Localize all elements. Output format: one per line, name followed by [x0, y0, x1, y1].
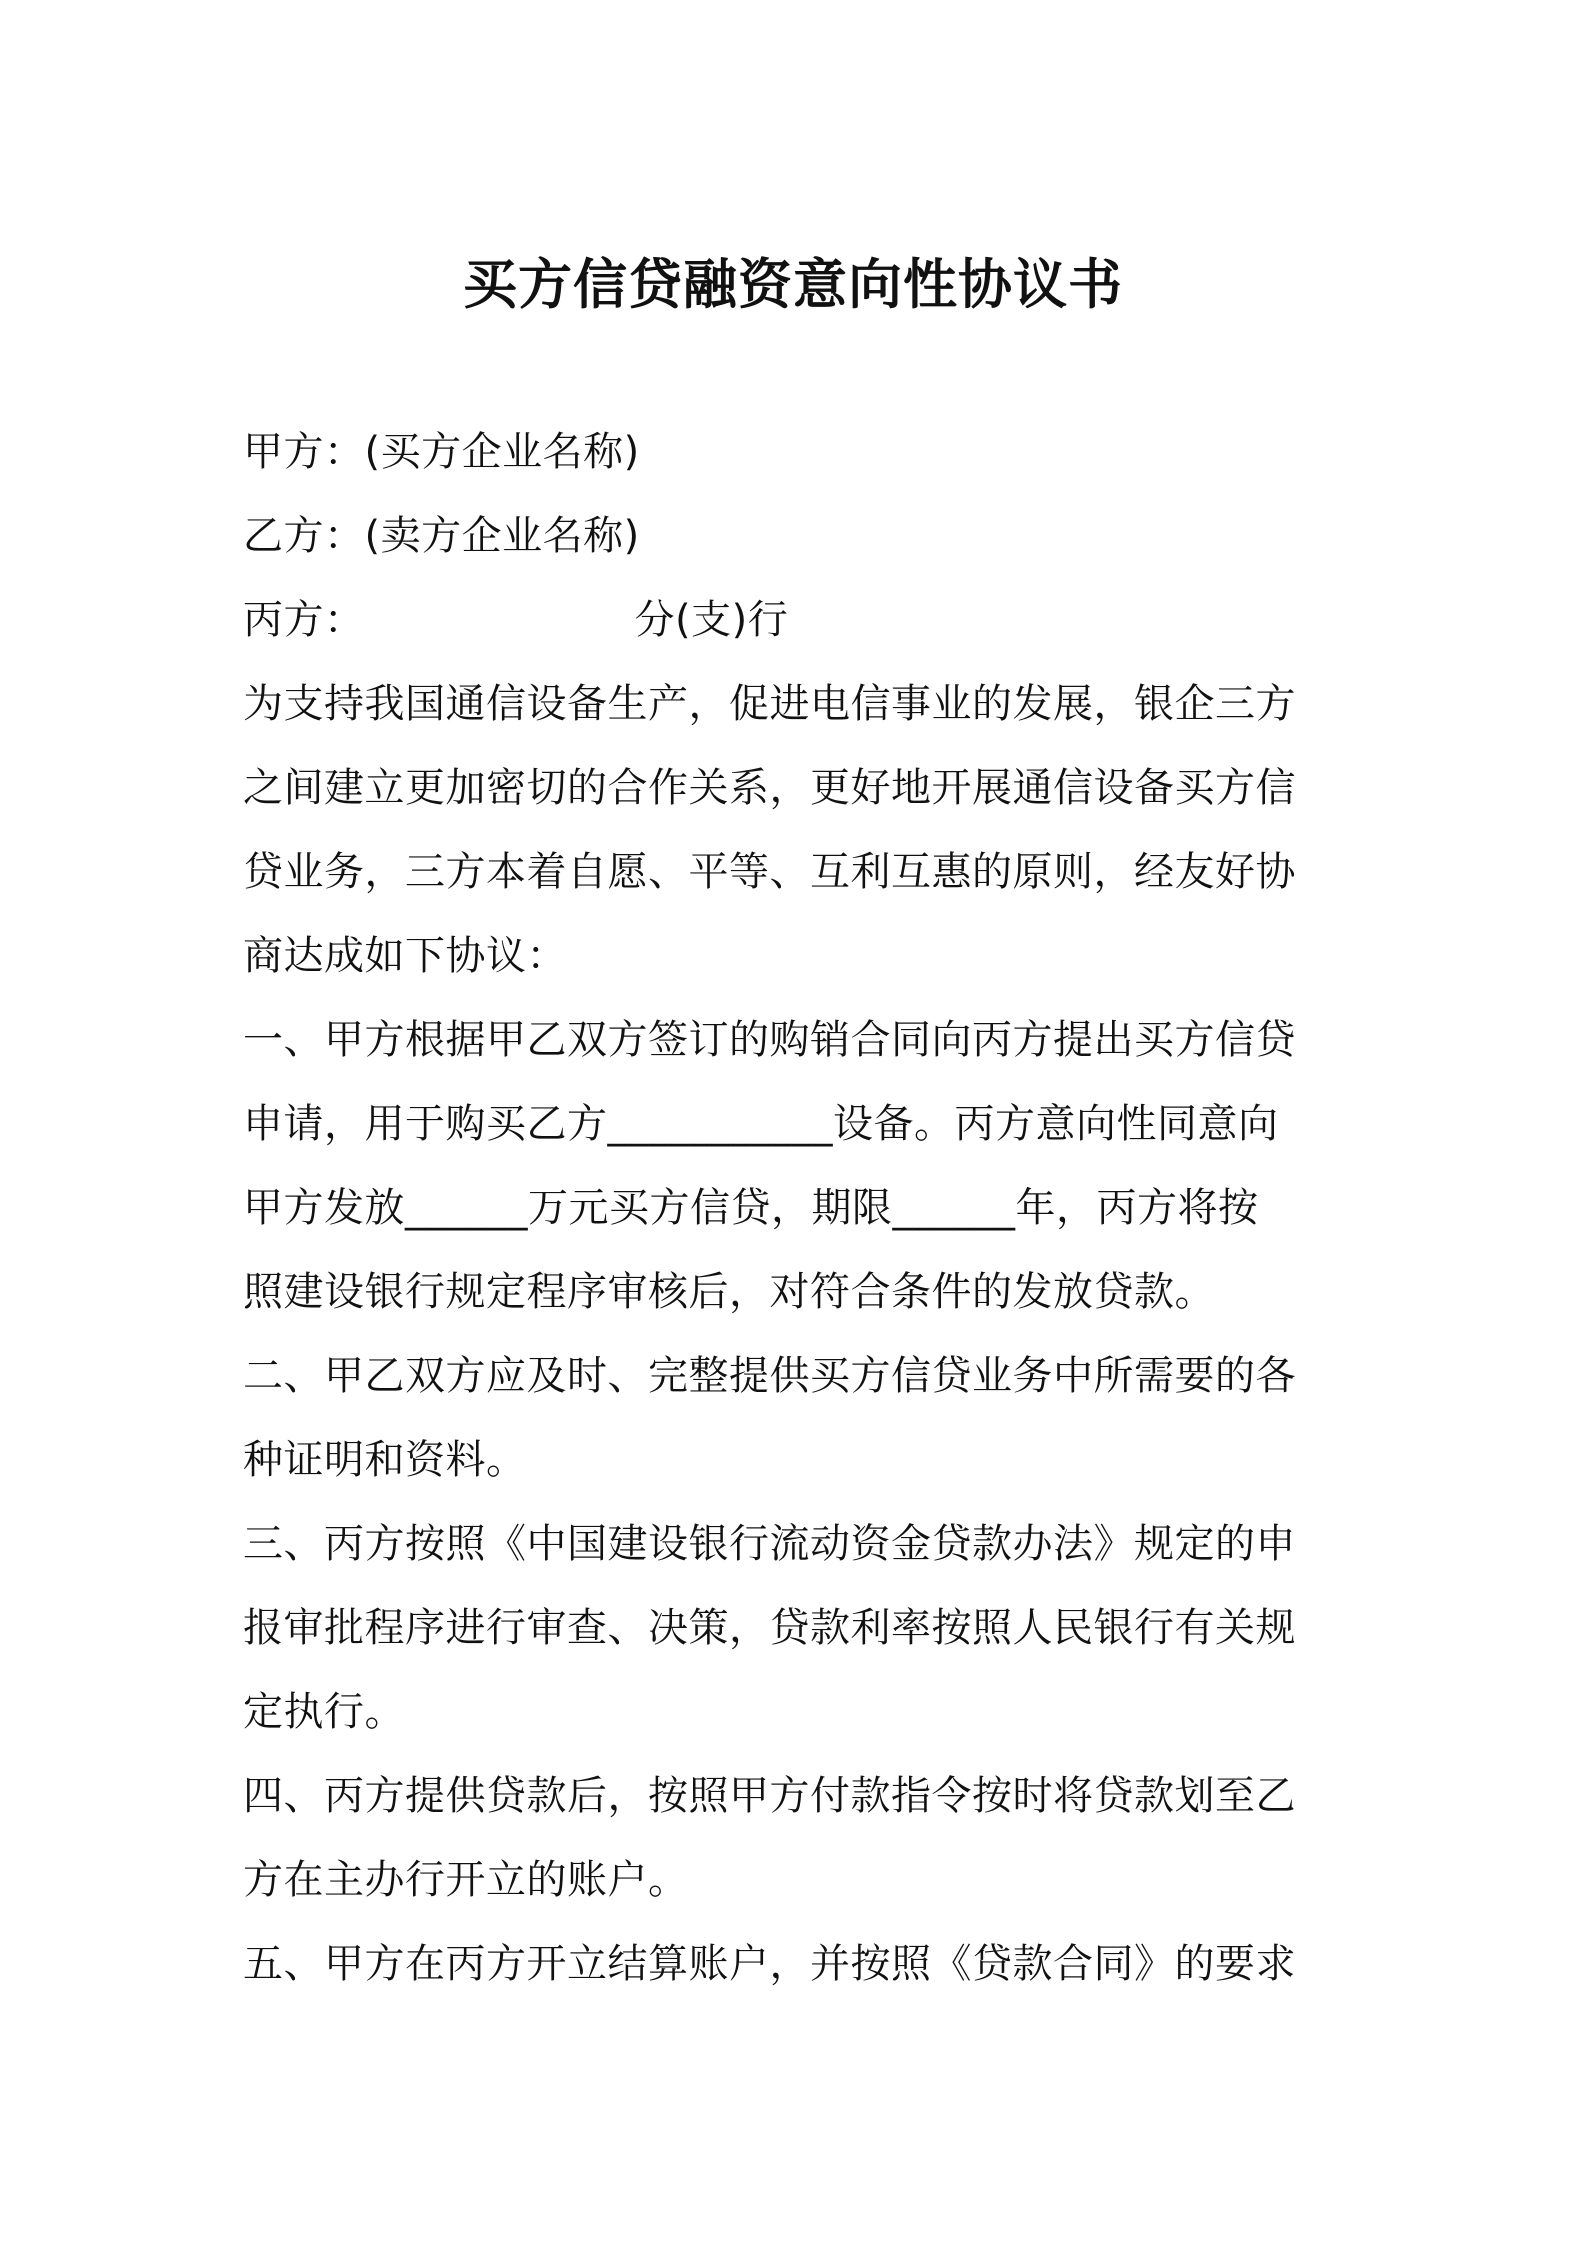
- party-c-branch: 分(支)行: [634, 597, 789, 643]
- party-b-line: 乙方：(卖方企业名称): [243, 513, 640, 559]
- paragraph-line: 一、甲方根据甲乙双方签订的购销合同向丙方提出买方信贷: [243, 1017, 1296, 1063]
- paragraph-line: 三、丙方按照《中国建设银行流动资金贷款办法》规定的申: [243, 1521, 1296, 1567]
- paragraph-line: 商达成如下协议：: [243, 933, 567, 979]
- paragraph-line: 方在主办行开立的账户。: [243, 1857, 689, 1903]
- paragraph-line: 甲方发放______万元买方信贷，期限______年，丙方将按: [243, 1185, 1259, 1231]
- document-body: [243, 410, 1353, 2006]
- paragraph-line: 定执行。: [243, 1689, 405, 1735]
- paragraph-line: 之间建立更加密切的合作关系，更好地开展通信设备买方信: [243, 765, 1296, 811]
- paragraph-line: 四、丙方提供贷款后，按照甲方付款指令按时将贷款划至乙: [243, 1773, 1296, 1819]
- document-title: 买方信贷融资意向性协议书: [463, 253, 1123, 316]
- paragraph-line: 二、甲乙双方应及时、完整提供买方信贷业务中所需要的各: [243, 1353, 1296, 1399]
- paragraph-line: 种证明和资料。: [243, 1437, 527, 1483]
- party-a-line: 甲方：(买方企业名称): [243, 429, 640, 475]
- paragraph-line: 贷业务，三方本着自愿、平等、互利互惠的原则，经友好协: [243, 849, 1296, 895]
- party-c-line: [243, 578, 1353, 662]
- paragraph-line: 为支持我国通信设备生产，促进电信事业的发展，银企三方: [243, 681, 1296, 727]
- party-c-label: 丙方：: [243, 597, 365, 643]
- paragraph-line: 照建设银行规定程序审核后，对符合条件的发放贷款。: [243, 1269, 1215, 1315]
- paragraph-line: 报审批程序进行审查、决策，贷款利率按照人民银行有关规: [243, 1605, 1296, 1651]
- paragraph-line: 申请，用于购买乙方___________设备。丙方意向性同意向: [243, 1101, 1279, 1147]
- paragraph-line: 五、甲方在丙方开立结算账户，并按照《贷款合同》的要求: [243, 1941, 1296, 1987]
